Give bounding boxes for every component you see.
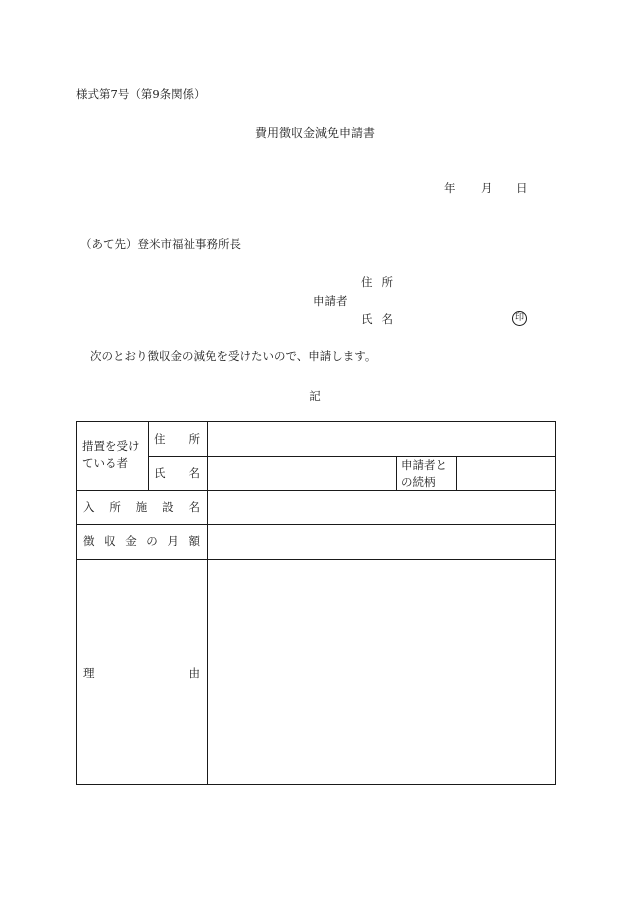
monthly-amount-label (83, 533, 200, 550)
table-vline (396, 456, 397, 490)
char: 所 (109, 500, 121, 514)
reason-field[interactable] (208, 560, 554, 783)
relation-label (401, 457, 447, 491)
char: 施 (135, 500, 148, 514)
subject-name-field[interactable] (208, 457, 395, 490)
applicant-name-label: 氏名 (361, 312, 402, 326)
subject-label (82, 438, 140, 472)
char: 設 (162, 500, 174, 514)
char: 氏 (154, 466, 166, 480)
subject-address-label (154, 431, 200, 448)
form-number: 様式第7号（第9条関係） (76, 87, 206, 101)
subject-label-line2: ている者 (82, 456, 128, 470)
date-day-label: 日 (516, 181, 528, 195)
date-year-label: 年 (444, 181, 456, 195)
char: 収 (104, 534, 116, 548)
subject-name-label (154, 465, 200, 482)
facility-name-label (83, 499, 200, 516)
relation-label-line1: 申請者と (401, 458, 447, 472)
applicant-address-label: 住所 (361, 275, 402, 289)
monthly-amount-field[interactable] (208, 525, 554, 558)
ki-heading: 記 (309, 389, 321, 403)
char: 由 (188, 666, 200, 680)
seal-mark: 印 (512, 311, 527, 326)
char: 月 (167, 534, 179, 548)
char: 住 (154, 432, 166, 446)
reason-label (83, 665, 200, 682)
char: 入 (83, 500, 95, 514)
char: 額 (188, 534, 200, 548)
table-vline (148, 422, 149, 490)
char: 金 (125, 534, 137, 548)
char: 名 (188, 466, 200, 480)
document-title: 費用徴収金減免申請書 (254, 126, 375, 140)
addressee: （あて先）登米市福祉事務所長 (80, 237, 241, 251)
applicant-label: 申請者 (313, 294, 348, 308)
char: 理 (83, 666, 95, 680)
facility-name-field[interactable] (208, 491, 554, 524)
char: 徴 (83, 534, 95, 548)
relation-field[interactable] (457, 457, 554, 490)
application-table (76, 421, 556, 785)
relation-label-line2: の続柄 (401, 475, 436, 489)
subject-label-line1: 措置を受け (82, 439, 140, 453)
request-statement: 次のとおり徴収金の減免を受けたいので、申請します。 (90, 349, 377, 363)
subject-address-field[interactable] (208, 423, 554, 456)
date-month-label: 月 (481, 181, 493, 195)
char: 所 (188, 432, 200, 446)
char: 名 (188, 500, 200, 514)
char: の (146, 534, 158, 548)
